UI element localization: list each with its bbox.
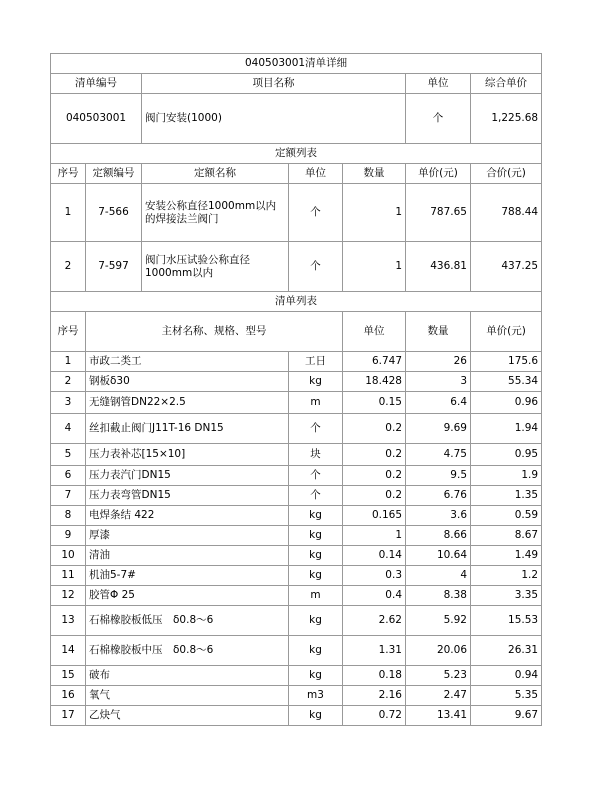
- quota-seq: 1: [51, 184, 86, 242]
- material-name: 压力表弯管DN15: [86, 486, 289, 506]
- material-unit: 个: [289, 486, 343, 506]
- bill-detail-sheet: [50, 53, 541, 726]
- material-total: 1.49: [471, 546, 542, 566]
- material-total: 8.67: [471, 526, 542, 546]
- material-row: [51, 486, 542, 506]
- material-unit-price: 8.38: [406, 586, 471, 606]
- material-unit: 工日: [289, 352, 343, 372]
- material-unit-price: 13.41: [406, 706, 471, 726]
- material-name: 压力表汽门DN15: [86, 466, 289, 486]
- quota-unit-price: 787.65: [406, 184, 471, 242]
- material-qty: 2.16: [343, 686, 406, 706]
- material-unit-price: 3.6: [406, 506, 471, 526]
- material-seq: 6: [51, 466, 86, 486]
- material-unit-price-header: 单价(元): [471, 312, 542, 352]
- quota-code: 7-597: [86, 242, 142, 292]
- material-seq: 14: [51, 636, 86, 666]
- material-name: 市政二类工: [86, 352, 289, 372]
- material-qty: 18.428: [343, 372, 406, 392]
- material-total: 1.9: [471, 466, 542, 486]
- material-qty: 0.3: [343, 566, 406, 586]
- material-row: [51, 706, 542, 726]
- material-name: 胶管Φ 25: [86, 586, 289, 606]
- material-unit-price: 20.06: [406, 636, 471, 666]
- quota-unit: 个: [289, 242, 343, 292]
- material-name: 钢板δ30: [86, 372, 289, 392]
- material-unit: kg: [289, 606, 343, 636]
- material-qty: 0.18: [343, 666, 406, 686]
- bill-name-header: 项目名称: [142, 74, 406, 94]
- material-seq: 2: [51, 372, 86, 392]
- material-total: 175.6: [471, 352, 542, 372]
- quota-unit-price: 436.81: [406, 242, 471, 292]
- material-name: 乙炔气: [86, 706, 289, 726]
- material-row: [51, 666, 542, 686]
- material-name: 机油5-7#: [86, 566, 289, 586]
- material-unit: kg: [289, 706, 343, 726]
- material-name: 丝扣截止阀门J11T-16 DN15: [86, 414, 289, 444]
- quota-qty: 1: [343, 184, 406, 242]
- bill-name: 阀门安装(1000): [142, 94, 406, 144]
- material-unit-price: 5.23: [406, 666, 471, 686]
- material-total: 5.35: [471, 686, 542, 706]
- bill-code-header: 清单编号: [51, 74, 142, 94]
- quota-total: 437.25: [471, 242, 542, 292]
- material-unit: m3: [289, 686, 343, 706]
- quota-row: [51, 242, 542, 292]
- material-total: 0.95: [471, 444, 542, 466]
- material-name: 电焊条结 422: [86, 506, 289, 526]
- material-row: [51, 606, 542, 636]
- material-seq: 1: [51, 352, 86, 372]
- material-row: [51, 372, 542, 392]
- material-qty-header: 数量: [406, 312, 471, 352]
- material-name: 压力表补芯[15×10]: [86, 444, 289, 466]
- material-total: 0.94: [471, 666, 542, 686]
- quota-section-title: 定额列表: [51, 144, 542, 164]
- material-unit: kg: [289, 506, 343, 526]
- material-qty: 0.4: [343, 586, 406, 606]
- quota-row: [51, 184, 542, 242]
- material-seq-header: 序号: [51, 312, 86, 352]
- material-unit-price: 6.4: [406, 392, 471, 414]
- quota-seq-header: 序号: [51, 164, 86, 184]
- material-unit: kg: [289, 636, 343, 666]
- material-qty: 0.14: [343, 546, 406, 566]
- material-unit: 个: [289, 414, 343, 444]
- quota-unit-price-header: 单价(元): [406, 164, 471, 184]
- material-qty: 0.2: [343, 486, 406, 506]
- quota-total: 788.44: [471, 184, 542, 242]
- quota-name: 阀门水压试验公称直径1000mm以内: [142, 242, 289, 292]
- quota-name-header: 定额名称: [142, 164, 289, 184]
- material-total: 3.35: [471, 586, 542, 606]
- material-qty: 0.2: [343, 444, 406, 466]
- quota-code: 7-566: [86, 184, 142, 242]
- material-total: 26.31: [471, 636, 542, 666]
- material-seq: 3: [51, 392, 86, 414]
- material-unit-price: 4: [406, 566, 471, 586]
- material-unit-price: 9.69: [406, 414, 471, 444]
- material-unit-price: 26: [406, 352, 471, 372]
- quota-name: 安装公称直径1000mm以内的焊接法兰阀门: [142, 184, 289, 242]
- quota-total-header: 合价(元): [471, 164, 542, 184]
- material-qty: 0.2: [343, 466, 406, 486]
- material-unit: kg: [289, 372, 343, 392]
- sheet-title: 040503001清单详细: [51, 54, 542, 74]
- material-unit-price: 4.75: [406, 444, 471, 466]
- quota-qty: 1: [343, 242, 406, 292]
- material-total: 55.34: [471, 372, 542, 392]
- material-unit: kg: [289, 546, 343, 566]
- material-seq: 4: [51, 414, 86, 444]
- material-name-header: 主材名称、规格、型号: [86, 312, 343, 352]
- material-qty: 2.62: [343, 606, 406, 636]
- material-name: 石棉橡胶板低压 δ0.8～6: [86, 606, 289, 636]
- material-total: 0.96: [471, 392, 542, 414]
- material-qty: 0.72: [343, 706, 406, 726]
- quota-qty-header: 数量: [343, 164, 406, 184]
- material-row: [51, 586, 542, 606]
- material-total: 1.94: [471, 414, 542, 444]
- material-unit-price: 10.64: [406, 546, 471, 566]
- material-name: 无缝钢管DN22×2.5: [86, 392, 289, 414]
- material-name: 清油: [86, 546, 289, 566]
- material-row: [51, 636, 542, 666]
- material-name: 石棉橡胶板中压 δ0.8～6: [86, 636, 289, 666]
- material-seq: 15: [51, 666, 86, 686]
- material-total: 1.35: [471, 486, 542, 506]
- material-unit: kg: [289, 526, 343, 546]
- material-name: 氧气: [86, 686, 289, 706]
- material-unit: kg: [289, 566, 343, 586]
- material-unit-price: 3: [406, 372, 471, 392]
- material-seq: 10: [51, 546, 86, 566]
- material-unit: m: [289, 392, 343, 414]
- quota-seq: 2: [51, 242, 86, 292]
- material-seq: 11: [51, 566, 86, 586]
- material-unit-price: 8.66: [406, 526, 471, 546]
- material-row: [51, 444, 542, 466]
- material-total: 15.53: [471, 606, 542, 636]
- material-row: [51, 392, 542, 414]
- material-seq: 12: [51, 586, 86, 606]
- material-unit: kg: [289, 666, 343, 686]
- material-qty: 0.15: [343, 392, 406, 414]
- material-unit: 块: [289, 444, 343, 466]
- material-unit-price: 2.47: [406, 686, 471, 706]
- bill-unit-header: 单位: [406, 74, 471, 94]
- bill-detail-table: [50, 53, 542, 726]
- material-name: 破布: [86, 666, 289, 686]
- material-seq: 9: [51, 526, 86, 546]
- material-row: [51, 566, 542, 586]
- bill-price-header: 综合单价: [471, 74, 542, 94]
- material-seq: 5: [51, 444, 86, 466]
- material-seq: 16: [51, 686, 86, 706]
- quota-unit: 个: [289, 184, 343, 242]
- material-qty: 0.165: [343, 506, 406, 526]
- material-qty: 0.2: [343, 414, 406, 444]
- material-seq: 8: [51, 506, 86, 526]
- bill-price: 1,225.68: [471, 94, 542, 144]
- material-seq: 13: [51, 606, 86, 636]
- quota-code-header: 定额编号: [86, 164, 142, 184]
- material-name: 厚漆: [86, 526, 289, 546]
- material-row: [51, 466, 542, 486]
- material-seq: 7: [51, 486, 86, 506]
- material-total: 1.2: [471, 566, 542, 586]
- material-row: [51, 526, 542, 546]
- material-unit-price: 6.76: [406, 486, 471, 506]
- material-row: [51, 352, 542, 372]
- material-qty: 1.31: [343, 636, 406, 666]
- material-unit-header: 单位: [343, 312, 406, 352]
- material-unit: 个: [289, 466, 343, 486]
- material-row: [51, 506, 542, 526]
- material-total: 0.59: [471, 506, 542, 526]
- material-row: [51, 414, 542, 444]
- material-unit-price: 5.92: [406, 606, 471, 636]
- material-unit-price: 9.5: [406, 466, 471, 486]
- material-unit: m: [289, 586, 343, 606]
- material-row: [51, 546, 542, 566]
- material-qty: 1: [343, 526, 406, 546]
- material-qty: 6.747: [343, 352, 406, 372]
- material-seq: 17: [51, 706, 86, 726]
- material-section-title: 清单列表: [51, 292, 542, 312]
- bill-unit: 个: [406, 94, 471, 144]
- quota-unit-header: 单位: [289, 164, 343, 184]
- material-row: [51, 686, 542, 706]
- material-total: 9.67: [471, 706, 542, 726]
- bill-code: 040503001: [51, 94, 142, 144]
